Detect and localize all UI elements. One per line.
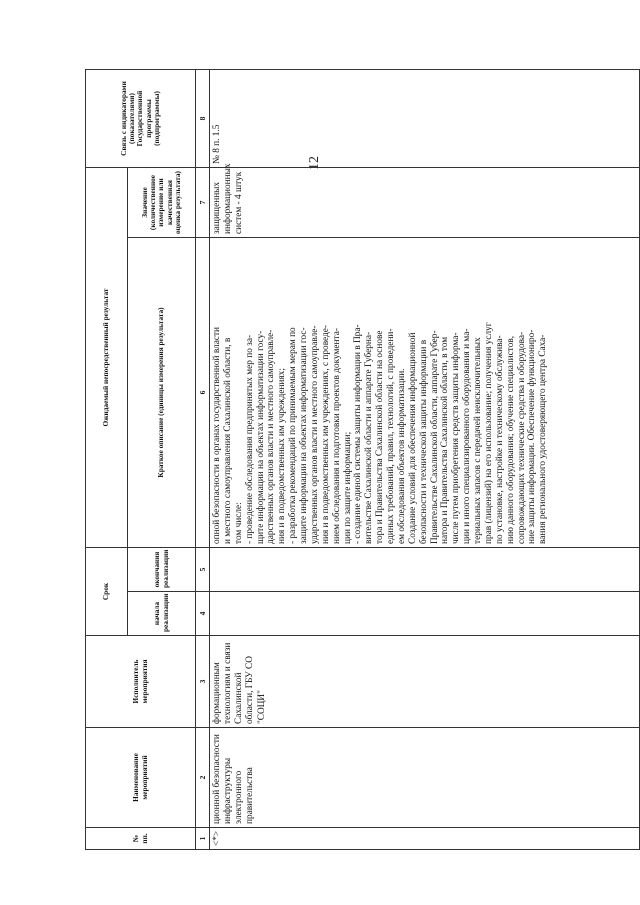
- description-line: - разработка рекомендаций по принимаемым мерам по: [288, 327, 299, 544]
- column-number: 8: [196, 70, 210, 168]
- measures-table: [85, 69, 640, 850]
- description-line: и местного самоуправления Сахалинской области, в: [222, 337, 233, 544]
- description-line: ции по защите информации;: [342, 431, 353, 544]
- description-line: том числе:: [233, 502, 244, 544]
- description-line: ния и в подведомственных им учреждениях;: [277, 368, 288, 544]
- column-number: 4: [196, 592, 210, 636]
- table-row: [210, 70, 640, 850]
- description-line: сопровождающих технические средства и оборудова-: [516, 331, 527, 544]
- description-line: вания регионального удостоверяющего центра Саха-: [538, 334, 549, 544]
- column-number: 3: [196, 636, 210, 728]
- description-line: ние защиты информации. Обеспечение функциониро-: [527, 329, 538, 544]
- description-line: териальных запасов с передачей неисключительных: [473, 337, 483, 544]
- header-brief: Краткое описание (единицы измерения результата): [128, 238, 196, 548]
- column-number: 6: [196, 238, 210, 548]
- cell-link: № 8 п. 1.5: [210, 70, 640, 168]
- header-num: № пп.: [86, 828, 196, 850]
- header-term-end: окончания реализации: [128, 548, 196, 592]
- cell-num: <*>: [210, 828, 640, 850]
- description-line: ем обследования объектов информатизации.: [396, 368, 407, 544]
- cell-value: защищенных информационных систем - 4 штук: [210, 168, 640, 238]
- header-link: Связь с индикаторами (показателями) Государственной программы (подпрограммы): [86, 70, 196, 168]
- description-line: Правительстве Сахалинской области, аппарате Губер-: [429, 330, 440, 544]
- description-line: Создание условий для обеспечения информационной: [407, 332, 418, 544]
- description-line: щите информации на объектах информатизации госу-: [255, 330, 266, 544]
- description-line: нию данного оборудования; обучение специалистов,: [505, 335, 516, 544]
- description-line: числе путем приобретения средств защиты информа-: [451, 332, 462, 544]
- header-name: Наименование мероприятий: [86, 728, 196, 828]
- description-line: по установке, настройке и техническому обслужива-: [494, 335, 505, 544]
- description-line: опной безопасности в органах государственной власти: [212, 326, 222, 544]
- description-line: - проведение обследования предпринятых мер по за-: [244, 334, 255, 544]
- header-term: Срок: [86, 548, 128, 636]
- description-line: ния и в подведомственных им учреждениях, с проведе-: [320, 325, 331, 544]
- page-number: 12: [307, 156, 322, 170]
- description-line: безопасности и технической защиты информации в: [418, 339, 429, 544]
- column-number: 2: [196, 728, 210, 828]
- rotated-page-content: [85, 70, 640, 850]
- column-number: 7: [196, 168, 210, 238]
- cell-executor: формационным технологиям и связи Сахалинской области, ГБУ СО "СОЦИ": [210, 636, 640, 728]
- header-term-start: начала реализации: [128, 592, 196, 636]
- description-line: натора и Правительства Сахалинской области, в том: [440, 336, 451, 544]
- header-executor: Исполнитель мероприятия: [86, 636, 196, 728]
- description-line: единых требований, правил, технологий, с проведени-: [386, 328, 396, 544]
- description-line: защите информации на объектах информатизации гос-: [299, 327, 309, 544]
- cell-name: ционной безопасности инфраструктуры электронного правительства: [210, 728, 640, 828]
- description-line: - создание единой системы защиты информации в Пра-: [353, 324, 364, 544]
- description-line: ударственных органов власти и местного самоуправле-: [309, 325, 320, 544]
- header-result: Ожидаемый непосредственный результат: [86, 168, 128, 548]
- description-line: прав (лицензий) на его использование; получения услуг: [483, 322, 494, 544]
- description-line: дарственных органов власти и местного самоуправле-: [266, 329, 277, 544]
- column-number: 1: [196, 828, 210, 850]
- cell-start: [210, 592, 640, 636]
- description-line: вительстве Сахалинской области и аппарате Губерна-: [364, 331, 375, 544]
- header-value: Значение (количественное измерение или качественная оценка результата): [128, 168, 196, 238]
- description-line: ции и иного специализированного оборудования и ма-: [462, 328, 473, 544]
- description-line: тора и Правительства Сахалинской области на основе: [375, 330, 386, 544]
- column-number: 5: [196, 548, 210, 592]
- cell-end: [210, 548, 640, 592]
- cell-description: [210, 238, 640, 548]
- description-line: нием обследования и подготовки проектов документа-: [331, 328, 342, 544]
